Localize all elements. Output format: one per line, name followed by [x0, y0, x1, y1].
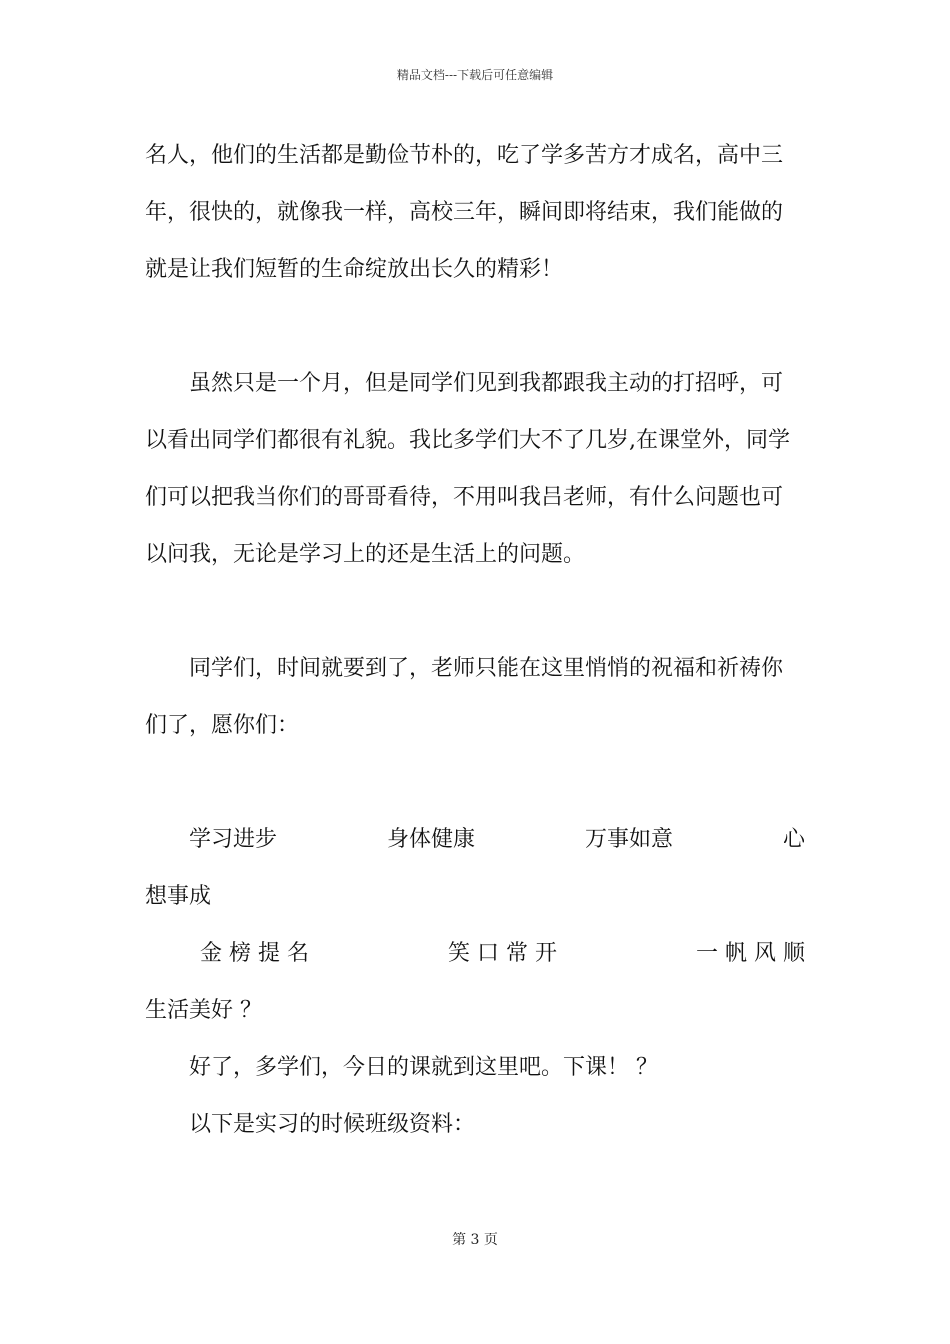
wish-item: 笑 口 常 开	[448, 941, 557, 966]
wish-item: 心	[782, 827, 805, 852]
wishes-row-1	[189, 822, 805, 853]
wishes-row-1-continuation: 想事成	[145, 884, 212, 909]
paragraph-2-line-2: 以看出同学们都很有礼貌。我比多学们大不了几岁,在课堂外，同学	[145, 428, 790, 453]
paragraph-1-line-1: 名人，他们的生活都是勤俭节朴的，吃了学多苦方才成名，高中三	[145, 143, 784, 168]
paragraph-2-line-3: 们可以把我当你们的哥哥看待，不用叫我吕老师，有什么问题也可	[145, 485, 784, 510]
paragraph-2-line-1: 虽然只是一个月，但是同学们见到我都跟我主动的打招呼，可	[189, 371, 784, 396]
paragraph-2-line-4: 以问我，无论是学习上的还是生活上的问题。	[145, 542, 586, 567]
wish-item: 一 帆 风 顺	[696, 941, 805, 966]
paragraph-1-line-2: 年，很快的，就像我一样，高校三年，瞬间即将结束，我们能做的	[145, 200, 784, 225]
wish-item: 万事如意	[584, 827, 673, 852]
wish-item: 学习进步	[189, 827, 278, 852]
paragraph-1-line-3: 就是让我们短暂的生命绽放出长久的精彩！	[145, 257, 564, 282]
paragraph-3-line-1: 同学们，时间就要到了，老师只能在这里悄悄的祝福和祈祷你	[189, 656, 784, 681]
wishes-row-2	[200, 936, 805, 967]
wishes-row-2-continuation: 生活美好 ？	[145, 998, 262, 1023]
page-header: 精品文档---下载后可任意编辑	[396, 68, 554, 82]
page-number: 第 3 页	[452, 1232, 498, 1248]
wish-item: 身体健康	[386, 827, 475, 852]
paragraph-3-line-2: 们了，愿你们：	[145, 713, 300, 738]
next-section-intro: 以下是实习的时候班级资料：	[189, 1112, 476, 1137]
closing-line: 好了，多学们，今日的课就到这里吧。下课！ ？	[189, 1055, 658, 1080]
wish-item: 金 榜 提 名	[200, 941, 309, 966]
